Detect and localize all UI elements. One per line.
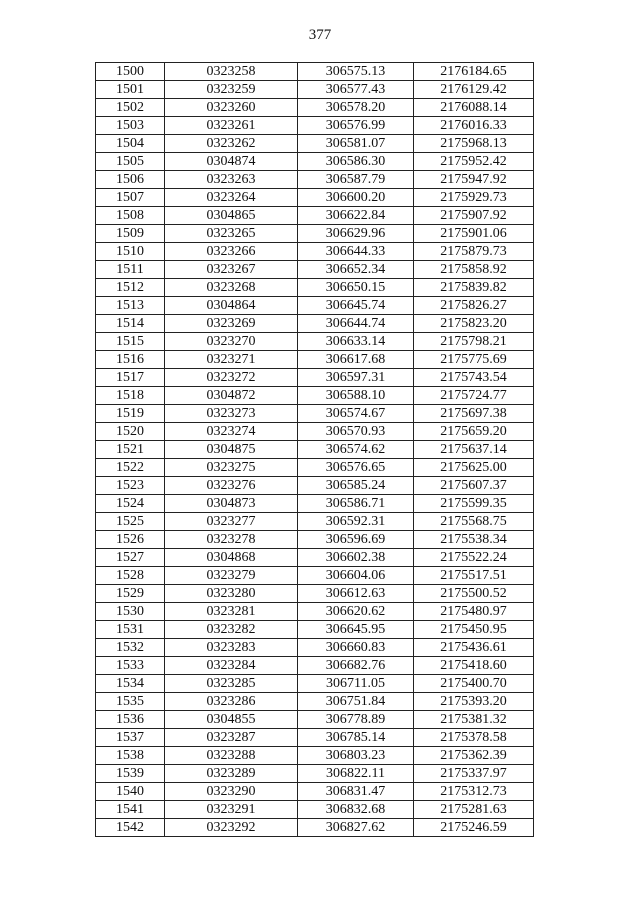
table-row <box>96 405 534 423</box>
point-number-cell: 1541 <box>96 801 165 819</box>
point-number-cell: 1537 <box>96 729 165 747</box>
table-row <box>96 495 534 513</box>
table-row <box>96 711 534 729</box>
y-coordinate-cell: 2175400.70 <box>414 675 534 693</box>
x-coordinate-cell: 306832.68 <box>298 801 414 819</box>
table-row <box>96 459 534 477</box>
x-coordinate-cell: 306581.07 <box>298 135 414 153</box>
x-coordinate-cell: 306587.79 <box>298 171 414 189</box>
x-coordinate-cell: 306575.13 <box>298 63 414 81</box>
point-number-cell: 1527 <box>96 549 165 567</box>
x-coordinate-cell: 306633.14 <box>298 333 414 351</box>
point-id-cell: 0323282 <box>165 621 298 639</box>
point-number-cell: 1509 <box>96 225 165 243</box>
y-coordinate-cell: 2175393.20 <box>414 693 534 711</box>
y-coordinate-cell: 2176016.33 <box>414 117 534 135</box>
table-row <box>96 117 534 135</box>
x-coordinate-cell: 306574.62 <box>298 441 414 459</box>
point-id-cell: 0323265 <box>165 225 298 243</box>
table-row <box>96 477 534 495</box>
point-id-cell: 0323259 <box>165 81 298 99</box>
y-coordinate-cell: 2175775.69 <box>414 351 534 369</box>
point-id-cell: 0323291 <box>165 801 298 819</box>
table-row <box>96 729 534 747</box>
point-number-cell: 1528 <box>96 567 165 585</box>
point-number-cell: 1530 <box>96 603 165 621</box>
table-row <box>96 801 534 819</box>
table-row <box>96 567 534 585</box>
x-coordinate-cell: 306588.10 <box>298 387 414 405</box>
point-id-cell: 0323286 <box>165 693 298 711</box>
point-id-cell: 0323290 <box>165 783 298 801</box>
x-coordinate-cell: 306576.65 <box>298 459 414 477</box>
x-coordinate-cell: 306803.23 <box>298 747 414 765</box>
x-coordinate-cell: 306612.63 <box>298 585 414 603</box>
point-number-cell: 1521 <box>96 441 165 459</box>
point-number-cell: 1502 <box>96 99 165 117</box>
x-coordinate-cell: 306778.89 <box>298 711 414 729</box>
y-coordinate-cell: 2175607.37 <box>414 477 534 495</box>
y-coordinate-cell: 2175637.14 <box>414 441 534 459</box>
table-row <box>96 315 534 333</box>
point-id-cell: 0323279 <box>165 567 298 585</box>
point-id-cell: 0323261 <box>165 117 298 135</box>
page-number: 377 <box>308 27 332 43</box>
point-id-cell: 0323288 <box>165 747 298 765</box>
table-row <box>96 99 534 117</box>
y-coordinate-cell: 2175538.34 <box>414 531 534 549</box>
x-coordinate-cell: 306620.62 <box>298 603 414 621</box>
x-coordinate-cell: 306604.06 <box>298 567 414 585</box>
table-row <box>96 603 534 621</box>
coordinates-table <box>95 62 534 837</box>
x-coordinate-cell: 306644.74 <box>298 315 414 333</box>
point-number-cell: 1513 <box>96 297 165 315</box>
y-coordinate-cell: 2175517.51 <box>414 567 534 585</box>
table-row <box>96 351 534 369</box>
x-coordinate-cell: 306596.69 <box>298 531 414 549</box>
point-number-cell: 1531 <box>96 621 165 639</box>
y-coordinate-cell: 2175312.73 <box>414 783 534 801</box>
point-id-cell: 0323287 <box>165 729 298 747</box>
point-number-cell: 1533 <box>96 657 165 675</box>
table-row <box>96 513 534 531</box>
point-id-cell: 0323272 <box>165 369 298 387</box>
table-row <box>96 369 534 387</box>
y-coordinate-cell: 2175659.20 <box>414 423 534 441</box>
table-row <box>96 333 534 351</box>
y-coordinate-cell: 2175798.21 <box>414 333 534 351</box>
point-number-cell: 1516 <box>96 351 165 369</box>
table-row <box>96 621 534 639</box>
point-id-cell: 0323273 <box>165 405 298 423</box>
table-row <box>96 531 534 549</box>
table-row <box>96 243 534 261</box>
y-coordinate-cell: 2176088.14 <box>414 99 534 117</box>
point-number-cell: 1515 <box>96 333 165 351</box>
x-coordinate-cell: 306585.24 <box>298 477 414 495</box>
point-number-cell: 1511 <box>96 261 165 279</box>
point-id-cell: 0323263 <box>165 171 298 189</box>
point-id-cell: 0304865 <box>165 207 298 225</box>
point-id-cell: 0304864 <box>165 297 298 315</box>
point-id-cell: 0304855 <box>165 711 298 729</box>
x-coordinate-cell: 306577.43 <box>298 81 414 99</box>
y-coordinate-cell: 2175599.35 <box>414 495 534 513</box>
point-id-cell: 0323275 <box>165 459 298 477</box>
point-number-cell: 1534 <box>96 675 165 693</box>
table-row <box>96 81 534 99</box>
y-coordinate-cell: 2175480.97 <box>414 603 534 621</box>
point-number-cell: 1529 <box>96 585 165 603</box>
point-number-cell: 1524 <box>96 495 165 513</box>
point-id-cell: 0323270 <box>165 333 298 351</box>
table-row <box>96 675 534 693</box>
y-coordinate-cell: 2175568.75 <box>414 513 534 531</box>
point-id-cell: 0323277 <box>165 513 298 531</box>
x-coordinate-cell: 306682.76 <box>298 657 414 675</box>
y-coordinate-cell: 2175378.58 <box>414 729 534 747</box>
x-coordinate-cell: 306644.33 <box>298 243 414 261</box>
y-coordinate-cell: 2175901.06 <box>414 225 534 243</box>
table-row <box>96 261 534 279</box>
point-id-cell: 0323289 <box>165 765 298 783</box>
point-number-cell: 1540 <box>96 783 165 801</box>
y-coordinate-cell: 2175826.27 <box>414 297 534 315</box>
point-id-cell: 0323266 <box>165 243 298 261</box>
table-row <box>96 819 534 837</box>
x-coordinate-cell: 306602.38 <box>298 549 414 567</box>
point-id-cell: 0323278 <box>165 531 298 549</box>
point-number-cell: 1523 <box>96 477 165 495</box>
x-coordinate-cell: 306785.14 <box>298 729 414 747</box>
point-id-cell: 0323264 <box>165 189 298 207</box>
x-coordinate-cell: 306645.74 <box>298 297 414 315</box>
y-coordinate-cell: 2175381.32 <box>414 711 534 729</box>
x-coordinate-cell: 306645.95 <box>298 621 414 639</box>
table-body <box>96 63 534 837</box>
point-number-cell: 1508 <box>96 207 165 225</box>
y-coordinate-cell: 2175839.82 <box>414 279 534 297</box>
table-row <box>96 135 534 153</box>
point-id-cell: 0323268 <box>165 279 298 297</box>
table-row <box>96 225 534 243</box>
point-id-cell: 0323276 <box>165 477 298 495</box>
x-coordinate-cell: 306660.83 <box>298 639 414 657</box>
table-row <box>96 657 534 675</box>
point-id-cell: 0304875 <box>165 441 298 459</box>
y-coordinate-cell: 2176129.42 <box>414 81 534 99</box>
x-coordinate-cell: 306711.05 <box>298 675 414 693</box>
table-row <box>96 765 534 783</box>
point-number-cell: 1518 <box>96 387 165 405</box>
table-row <box>96 693 534 711</box>
point-id-cell: 0323260 <box>165 99 298 117</box>
point-number-cell: 1506 <box>96 171 165 189</box>
point-number-cell: 1535 <box>96 693 165 711</box>
table-row <box>96 387 534 405</box>
table-row <box>96 639 534 657</box>
x-coordinate-cell: 306617.68 <box>298 351 414 369</box>
point-number-cell: 1510 <box>96 243 165 261</box>
point-number-cell: 1542 <box>96 819 165 837</box>
point-number-cell: 1517 <box>96 369 165 387</box>
point-number-cell: 1514 <box>96 315 165 333</box>
table-row <box>96 297 534 315</box>
point-number-cell: 1500 <box>96 63 165 81</box>
point-number-cell: 1520 <box>96 423 165 441</box>
y-coordinate-cell: 2175907.92 <box>414 207 534 225</box>
point-number-cell: 1536 <box>96 711 165 729</box>
y-coordinate-cell: 2175858.92 <box>414 261 534 279</box>
table-row <box>96 783 534 801</box>
x-coordinate-cell: 306592.31 <box>298 513 414 531</box>
x-coordinate-cell: 306629.96 <box>298 225 414 243</box>
table-row <box>96 441 534 459</box>
point-number-cell: 1512 <box>96 279 165 297</box>
point-number-cell: 1503 <box>96 117 165 135</box>
point-id-cell: 0323267 <box>165 261 298 279</box>
table-row <box>96 153 534 171</box>
point-id-cell: 0323284 <box>165 657 298 675</box>
point-id-cell: 0304868 <box>165 549 298 567</box>
point-number-cell: 1538 <box>96 747 165 765</box>
point-id-cell: 0323271 <box>165 351 298 369</box>
point-number-cell: 1539 <box>96 765 165 783</box>
point-id-cell: 0323280 <box>165 585 298 603</box>
y-coordinate-cell: 2175952.42 <box>414 153 534 171</box>
y-coordinate-cell: 2175697.38 <box>414 405 534 423</box>
y-coordinate-cell: 2175418.60 <box>414 657 534 675</box>
x-coordinate-cell: 306831.47 <box>298 783 414 801</box>
y-coordinate-cell: 2175968.13 <box>414 135 534 153</box>
point-number-cell: 1504 <box>96 135 165 153</box>
x-coordinate-cell: 306822.11 <box>298 765 414 783</box>
table-row <box>96 207 534 225</box>
table-row <box>96 747 534 765</box>
x-coordinate-cell: 306576.99 <box>298 117 414 135</box>
x-coordinate-cell: 306574.67 <box>298 405 414 423</box>
x-coordinate-cell: 306650.15 <box>298 279 414 297</box>
x-coordinate-cell: 306586.71 <box>298 495 414 513</box>
point-id-cell: 0323274 <box>165 423 298 441</box>
point-id-cell: 0323283 <box>165 639 298 657</box>
point-number-cell: 1525 <box>96 513 165 531</box>
point-number-cell: 1519 <box>96 405 165 423</box>
x-coordinate-cell: 306652.34 <box>298 261 414 279</box>
table-row <box>96 63 534 81</box>
y-coordinate-cell: 2175362.39 <box>414 747 534 765</box>
x-coordinate-cell: 306570.93 <box>298 423 414 441</box>
table-row <box>96 549 534 567</box>
x-coordinate-cell: 306622.84 <box>298 207 414 225</box>
point-id-cell: 0323258 <box>165 63 298 81</box>
y-coordinate-cell: 2175823.20 <box>414 315 534 333</box>
table-row <box>96 279 534 297</box>
y-coordinate-cell: 2175724.77 <box>414 387 534 405</box>
x-coordinate-cell: 306578.20 <box>298 99 414 117</box>
y-coordinate-cell: 2175947.92 <box>414 171 534 189</box>
y-coordinate-cell: 2175743.54 <box>414 369 534 387</box>
y-coordinate-cell: 2175436.61 <box>414 639 534 657</box>
point-id-cell: 0304873 <box>165 495 298 513</box>
y-coordinate-cell: 2175625.00 <box>414 459 534 477</box>
x-coordinate-cell: 306586.30 <box>298 153 414 171</box>
point-id-cell: 0323269 <box>165 315 298 333</box>
y-coordinate-cell: 2175337.97 <box>414 765 534 783</box>
x-coordinate-cell: 306600.20 <box>298 189 414 207</box>
table-row <box>96 423 534 441</box>
point-id-cell: 0304874 <box>165 153 298 171</box>
x-coordinate-cell: 306597.31 <box>298 369 414 387</box>
y-coordinate-cell: 2175500.52 <box>414 585 534 603</box>
table-row <box>96 585 534 603</box>
y-coordinate-cell: 2175281.63 <box>414 801 534 819</box>
y-coordinate-cell: 2175522.24 <box>414 549 534 567</box>
point-id-cell: 0323285 <box>165 675 298 693</box>
point-number-cell: 1532 <box>96 639 165 657</box>
y-coordinate-cell: 2175929.73 <box>414 189 534 207</box>
y-coordinate-cell: 2175879.73 <box>414 243 534 261</box>
x-coordinate-cell: 306751.84 <box>298 693 414 711</box>
point-id-cell: 0304872 <box>165 387 298 405</box>
point-number-cell: 1501 <box>96 81 165 99</box>
point-number-cell: 1526 <box>96 531 165 549</box>
point-number-cell: 1522 <box>96 459 165 477</box>
point-id-cell: 0323281 <box>165 603 298 621</box>
point-id-cell: 0323292 <box>165 819 298 837</box>
point-number-cell: 1507 <box>96 189 165 207</box>
y-coordinate-cell: 2175450.95 <box>414 621 534 639</box>
table-row <box>96 171 534 189</box>
point-number-cell: 1505 <box>96 153 165 171</box>
table-row <box>96 189 534 207</box>
y-coordinate-cell: 2176184.65 <box>414 63 534 81</box>
point-id-cell: 0323262 <box>165 135 298 153</box>
y-coordinate-cell: 2175246.59 <box>414 819 534 837</box>
x-coordinate-cell: 306827.62 <box>298 819 414 837</box>
